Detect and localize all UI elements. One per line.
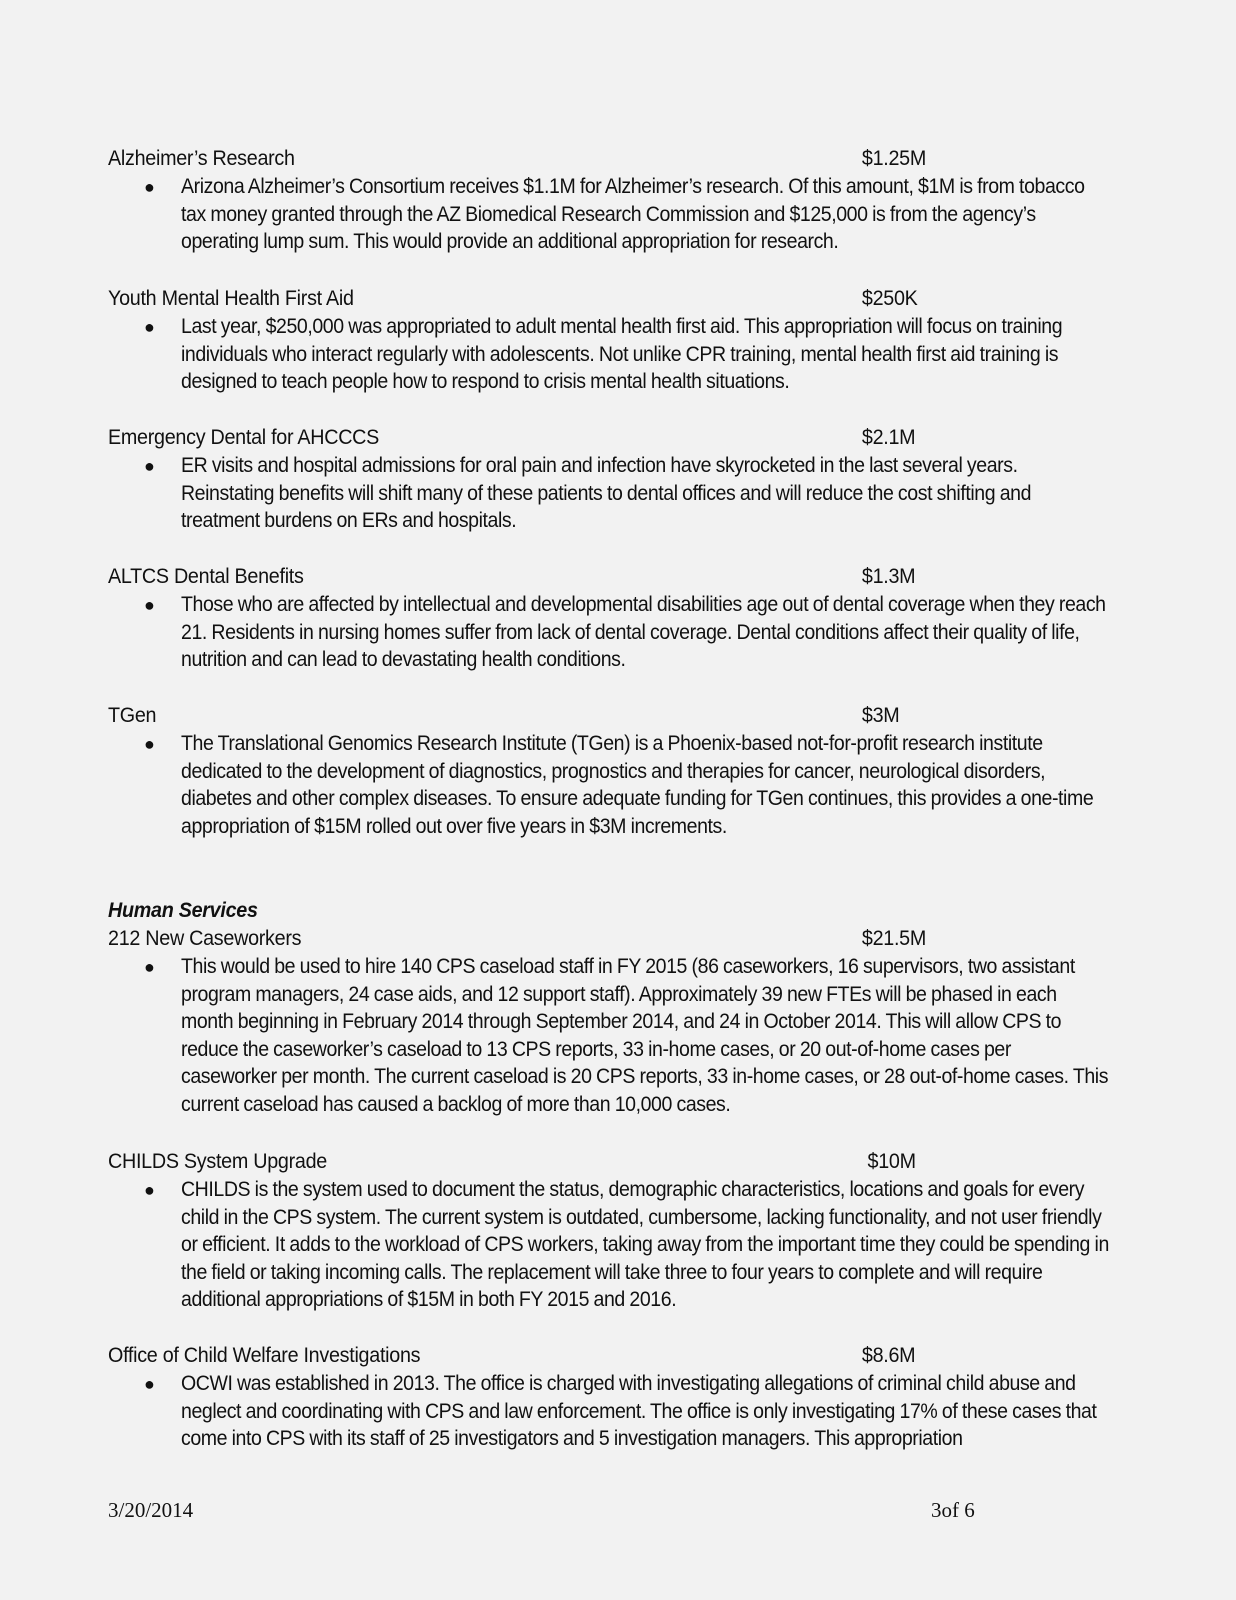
item-header [108,1342,1067,1370]
item-header [108,285,1067,313]
item-header [108,424,1067,452]
item-amount: $1.25M [861,147,927,170]
budget-item-alzheimers [108,145,1128,256]
footer-page-number: 3of 6 [931,1498,975,1522]
item-amount: $250K [861,287,918,310]
item-bullet [108,1176,1128,1314]
item-header [108,563,1067,591]
footer-date: 3/20/2014 [108,1498,194,1522]
item-title: ALTCS Dental Benefits [108,565,304,588]
item-amount: $8.6M [861,1344,916,1367]
item-title: Alzheimer’s Research [108,147,295,170]
bullet-text: OCWI was established in 2013. The office is charged with investigating allegations of criminal child abuse and neglect and coordinating with CPS and law enforcement. The office is only investigating 17% of these cases that come into CPS with its staff of 25 investigators and 5 investigation managers. This appropriation [181,1372,1097,1451]
item-title: 212 New Caseworkers [108,927,302,950]
item-header [108,925,1067,953]
item-header [108,1148,1067,1176]
bullet-text: Last year, $250,000 was appropriated to adult mental health first aid. This appropriation will focus on training individuals who interact regularly with adolescents. Not unlike CPR training, mental health first aid training is designed to teach people how to respond to crisis mental health situations. [181,315,1063,394]
item-header [108,702,1067,730]
bullet-text: Those who are affected by intellectual and developmental disabilities age out of dental coverage when they reach 21. Residents in nursing homes suffer from lack of dental coverage. Dental conditions affect their quality of life, nutrition and can lead to devastating health conditions. [181,593,1106,672]
bullet-icon: ● [144,317,155,337]
item-amount: $2.1M [861,426,916,449]
bullet-text: CHILDS is the system used to document the status, demographic characteristics, locations and goals for every child in the CPS system. The current system is outdated, cumbersome, lacking functionality, and not user friendly or efficient. It adds to the workload of CPS workers, taking away from the important time they could be spending in the field or taking incoming calls. The replacement will take three to four years to complete and will require additional appropriations of $15M in both FY 2015 and 2016. [181,1178,1109,1312]
item-header [108,145,1067,173]
item-bullet [108,591,1128,674]
item-bullet [108,953,1128,1119]
item-title: TGen [108,704,157,727]
bullet-text: ER visits and hospital admissions for oral pain and infection have skyrocketed in the last several years. Reinstating benefits will shift many of these patients to dental offices and will reduce the cost shifting and treatment burdens on ERs and hospitals. [181,454,1032,533]
section-heading-human-services: Human Services [108,899,258,922]
budget-item-tgen [108,702,1128,840]
item-bullet [108,173,1128,256]
bullet-text: The Translational Genomics Research Institute (TGen) is a Phoenix-based not-for-profit research institute dedicated to the development of diagnostics, prognostics and therapies for cancer, neurological disorders, diabetes and other complex diseases. To ensure adequate funding for TGen continues, this provides a one-time appropriation of $15M rolled out over five years in $3M increments. [181,732,1094,838]
item-bullet [108,452,1128,535]
bullet-icon: ● [144,957,155,977]
bullet-icon: ● [144,734,155,754]
budget-item-youth-mental-health [108,285,1128,396]
item-title: Youth Mental Health First Aid [108,287,354,310]
item-bullet [108,730,1128,840]
bullet-icon: ● [144,177,155,197]
budget-item-altcs-dental [108,563,1128,674]
item-bullet [108,1370,1128,1453]
item-amount: $1.3M [861,565,916,588]
budget-item-new-caseworkers [108,925,1128,1119]
item-amount: $10M [867,1150,916,1173]
item-amount: $3M [861,704,900,727]
item-bullet [108,313,1128,396]
bullet-icon: ● [144,1374,155,1394]
item-title: Office of Child Welfare Investigations [108,1344,421,1367]
bullet-icon: ● [144,456,155,476]
item-title: CHILDS System Upgrade [108,1150,327,1173]
budget-item-ocwi [108,1342,1128,1453]
item-amount: $21.5M [861,927,927,950]
bullet-text: This would be used to hire 140 CPS caseload staff in FY 2015 (86 caseworkers, 16 supervisors, two assistant program managers, 24 case aids, and 12 support staff). Approximately 39 new FTEs will be phased in each month beginning in February 2014 through September 2014, and 24 in October 2014. This will allow CPS to reduce the caseworker’s caseload to 13 CPS reports, 33 in-home cases, or 20 out-of-home cases per caseworker per month. The current caseload is 20 CPS reports, 33 in-home cases, or 28 out-of-home cases. This current caseload has caused a backlog of more than 10,000 cases. [181,955,1109,1116]
item-title: Emergency Dental for AHCCCS [108,426,380,449]
budget-item-childs-upgrade [108,1148,1128,1314]
bullet-icon: ● [144,595,155,615]
budget-item-emergency-dental [108,424,1128,535]
bullet-text: Arizona Alzheimer’s Consortium receives $1.1M for Alzheimer’s research. Of this amount, $1M is from tobacco tax money granted through the AZ Biomedical Research Commission and $125,000 is from the agency’s operating lump sum. This would provide an additional appropriation for research. [181,175,1085,254]
bullet-icon: ● [144,1180,155,1200]
